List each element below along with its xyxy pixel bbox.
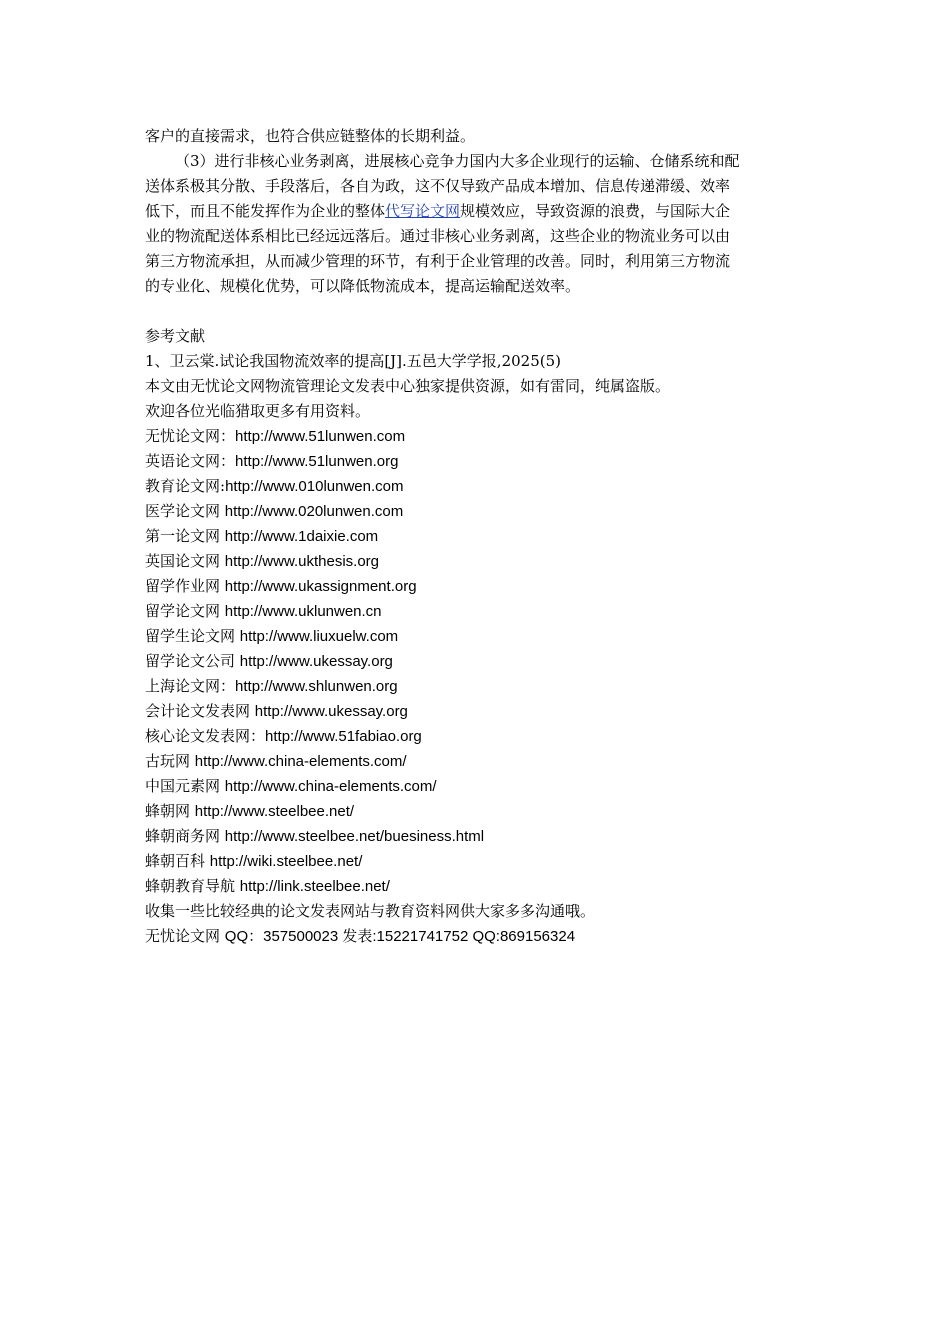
site-name: 会计论文发表网 — [145, 702, 255, 720]
site-url[interactable]: http://www.steelbee.net/buesiness.html — [224, 828, 485, 845]
contact-line — [145, 924, 810, 949]
site-url[interactable]: http://www.1daixie.com — [224, 528, 379, 545]
paragraph-line: 业的物流配送体系相比已经远远落后。通过非核心业务剥离，这些企业的物流业务可以由 — [145, 227, 731, 245]
paragraph-line: 的专业化、规模化优势，可以降低物流成本，提高运输配送效率。 — [145, 277, 581, 295]
site-url[interactable]: http://www.51lunwen.org — [235, 453, 399, 470]
closing-note: 收集一些比较经典的论文发表网站与教育资料网供大家多多沟通哦。 — [145, 902, 596, 920]
site-name: 中国元素网 — [145, 777, 225, 795]
site-name: 上海论文网： — [145, 677, 236, 695]
ghostwriting-link[interactable]: 代写论文网 — [385, 202, 461, 220]
paragraph-line: （3）进行非核心业务剥离，进展核心竞争力国内大多企业现行的运输、仓储系统和配 — [175, 152, 740, 170]
site-item — [145, 599, 810, 624]
site-list — [145, 424, 810, 899]
reference-item: 1、卫云棠.试论我国物流效率的提高[J].五邑大学学报,2025(5) — [145, 352, 561, 370]
paragraph-text: 低下，而且不能发挥作为企业的整体 — [145, 202, 386, 220]
site-url[interactable]: http://www.china-elements.com/ — [194, 753, 407, 770]
site-item — [145, 474, 810, 499]
site-name: 英国论文网 — [145, 552, 225, 570]
site-name: 蜂朝商务网 — [145, 827, 225, 845]
site-name: 留学论文公司 — [145, 652, 240, 670]
references-heading: 参考文献 — [145, 327, 206, 345]
site-name: 留学论文网 — [145, 602, 225, 620]
site-name: 蜂朝网 — [145, 802, 195, 820]
site-item — [145, 674, 810, 699]
blank-line — [145, 299, 810, 324]
site-url[interactable]: http://www.010lunwen.com — [225, 478, 404, 495]
site-item — [145, 499, 810, 524]
site-url[interactable]: http://link.steelbee.net/ — [239, 878, 390, 895]
site-name: 无忧论文网： — [145, 427, 236, 445]
site-url[interactable]: http://www.china-elements.com/ — [224, 778, 437, 795]
site-url[interactable]: http://www.liuxuelw.com — [239, 628, 399, 645]
paragraph-line: 送体系极其分散、手段落后，各自为政，这不仅导致产品成本增加、信息传递滞缓、效率 — [145, 177, 731, 195]
site-item — [145, 524, 810, 549]
site-name: 英语论文网： — [145, 452, 236, 470]
site-url[interactable]: http://www.ukassignment.org — [224, 578, 417, 595]
site-name: 留学生论文网 — [145, 627, 240, 645]
site-item — [145, 799, 810, 824]
site-item — [145, 724, 810, 749]
site-url[interactable]: http://www.51lunwen.com — [235, 428, 406, 445]
site-name: 古玩网 — [145, 752, 195, 770]
site-name: 第一论文网 — [145, 527, 225, 545]
paragraph-text: 规模效应，导致资源的浪费，与国际大企 — [460, 202, 731, 220]
footer-notice: 欢迎各位光临猎取更多有用资料。 — [145, 402, 371, 420]
contact-info: QQ：357500023 发表:15221741752 QQ:869156324 — [224, 928, 576, 945]
site-item — [145, 549, 810, 574]
site-item — [145, 424, 810, 449]
site-item — [145, 874, 810, 899]
site-item — [145, 824, 810, 849]
site-name: 核心论文发表网： — [145, 727, 266, 745]
site-url[interactable]: http://www.ukthesis.org — [224, 553, 380, 570]
site-url[interactable]: http://www.steelbee.net/ — [194, 803, 355, 820]
contact-name: 无忧论文网 — [145, 927, 225, 945]
site-item — [145, 849, 810, 874]
site-name: 留学作业网 — [145, 577, 225, 595]
site-name: 蜂朝百科 — [145, 852, 210, 870]
site-item — [145, 749, 810, 774]
site-item — [145, 699, 810, 724]
site-url[interactable]: http://www.51fabiao.org — [265, 728, 422, 745]
site-item — [145, 774, 810, 799]
site-url[interactable]: http://www.020lunwen.com — [224, 503, 404, 520]
site-item — [145, 574, 810, 599]
paragraph-line — [145, 199, 810, 224]
site-url[interactable]: http://www.ukessay.org — [254, 703, 408, 720]
site-name: 教育论文网: — [145, 477, 226, 495]
site-url[interactable]: http://www.shlunwen.org — [235, 678, 398, 695]
footer-notice: 本文由无忧论文网物流管理论文发表中心独家提供资源，如有雷同，纯属盗版。 — [145, 377, 671, 395]
site-url[interactable]: http://wiki.steelbee.net/ — [209, 853, 363, 870]
paragraph-line: 客户的直接需求，也符合供应链整体的长期利益。 — [145, 127, 476, 145]
site-item — [145, 649, 810, 674]
site-url[interactable]: http://www.uklunwen.cn — [224, 603, 382, 620]
site-item — [145, 449, 810, 474]
site-name: 蜂朝教育导航 — [145, 877, 240, 895]
site-name: 医学论文网 — [145, 502, 225, 520]
paragraph-line: 第三方物流承担，从而减少管理的环节，有利于企业管理的改善。同时，利用第三方物流 — [145, 252, 731, 270]
document-page — [145, 124, 810, 949]
site-url[interactable]: http://www.ukessay.org — [239, 653, 393, 670]
site-item — [145, 624, 810, 649]
